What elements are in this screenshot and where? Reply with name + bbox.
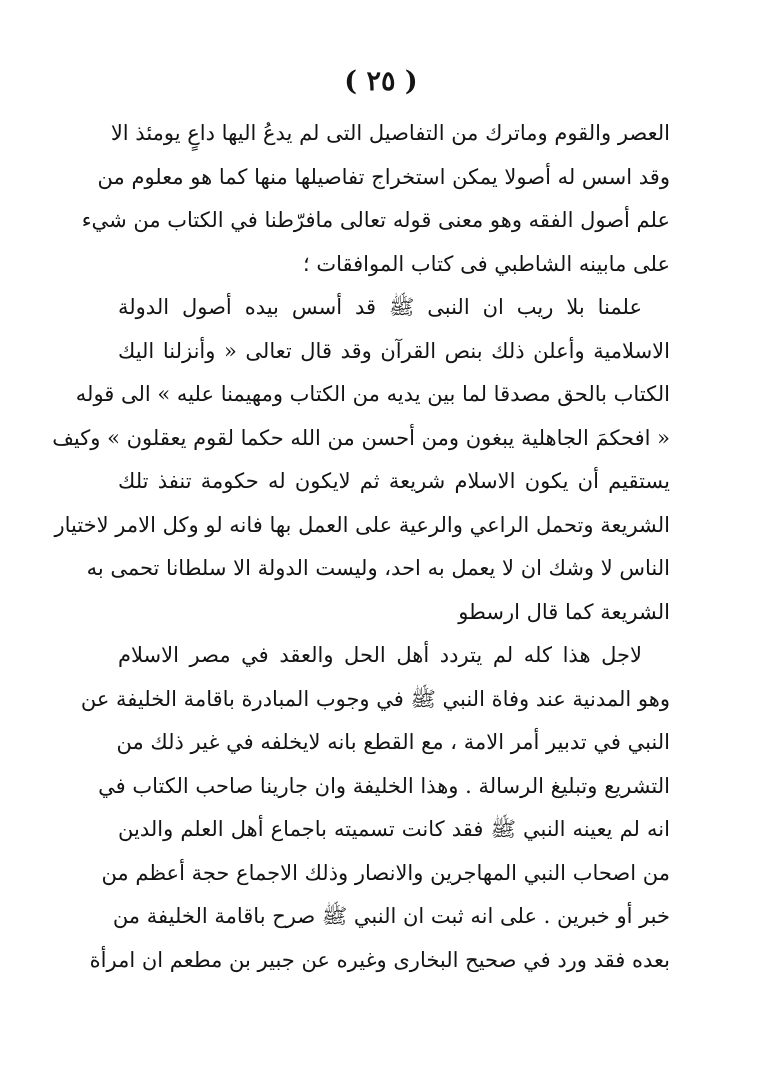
text-line: لاجل هذا كله لم يتردد أهل الحل والعقد في مصر الاسلام: [118, 643, 642, 667]
text-line: التشريع وتبليغ الرسالة . وهذا الخليفة وان جارينا صاحب الكتاب في: [98, 773, 670, 798]
text-line: الشريعة وتحمل الراعي والرعية على العمل بها فانه لو وكل الامر لاختيار: [54, 512, 670, 537]
text-line: علم أصول الفقه وهو معنى قوله تعالى مافرّطنا في الكتاب من شيء: [81, 208, 670, 232]
text-line: النبي في تدبير أمر الامة ، مع القطع بانه لايخلفه في غير ذلك من: [116, 730, 670, 754]
text-line: بعده فقد ورد في صحيح البخارى وغيره عن جبير بن مطعم ان امرأة: [89, 947, 670, 972]
text-line: على مابينه الشاطبي فى كتاب الموافقات ؛: [303, 251, 670, 276]
text-line: وهو المدنية عند وفاة النبي ﷺ في وجوب المبادرة باقامة الخليفة عن: [80, 686, 670, 711]
text-line: الاسلامية وأعلن ذلك بنص القرآن وقد قال تعالى « وأنزلنا اليك: [118, 338, 670, 363]
text-line: خبر أو خبرين . على انه ثبت ان النبي ﷺ صرح باقامة الخليفة من: [112, 904, 670, 928]
text-line: وقد اسس له أصولا يمكن استخراج تفاصيلها منها كما هو معلوم من: [97, 164, 670, 189]
text-line: يستقيم أن يكون الاسلام شريعة ثم لايكون له حكومة تنفذ تلك: [118, 469, 670, 493]
text-line: العصر والقوم وماترك من التفاصيل التى لم يدعُ اليها داعٍ يومئذ الا: [110, 121, 670, 145]
text-line: الناس لا وشك ان لا يعمل به احد، وليست الدولة الا سلطانا تحمى به: [86, 556, 670, 580]
text-line: الشريعة كما قال ارسطو: [458, 599, 670, 624]
text-line: الكتاب بالحق مصدقا لما بين يديه من الكتاب ومهيمنا عليه » الى قوله: [75, 382, 670, 406]
text-line: « افحكمَ الجاهلية يبغون ومن أحسن من الله حكما لقوم يعقلون » وكيف: [52, 425, 670, 450]
text-line: علمنا بلا ريب ان النبى ﷺ قد أسس بيده أصول الدولة: [118, 295, 642, 319]
body-text: [52, 112, 670, 982]
text-line: انه لم يعينه النبي ﷺ فقد كانت تسميته باجماع أهل العلم والدين: [118, 817, 670, 841]
page-number: ( ٢٥ ): [344, 66, 418, 97]
text-line: من اصحاب النبي المهاجرين والانصار وذلك الاجماع حجة أعظم من: [101, 860, 670, 885]
